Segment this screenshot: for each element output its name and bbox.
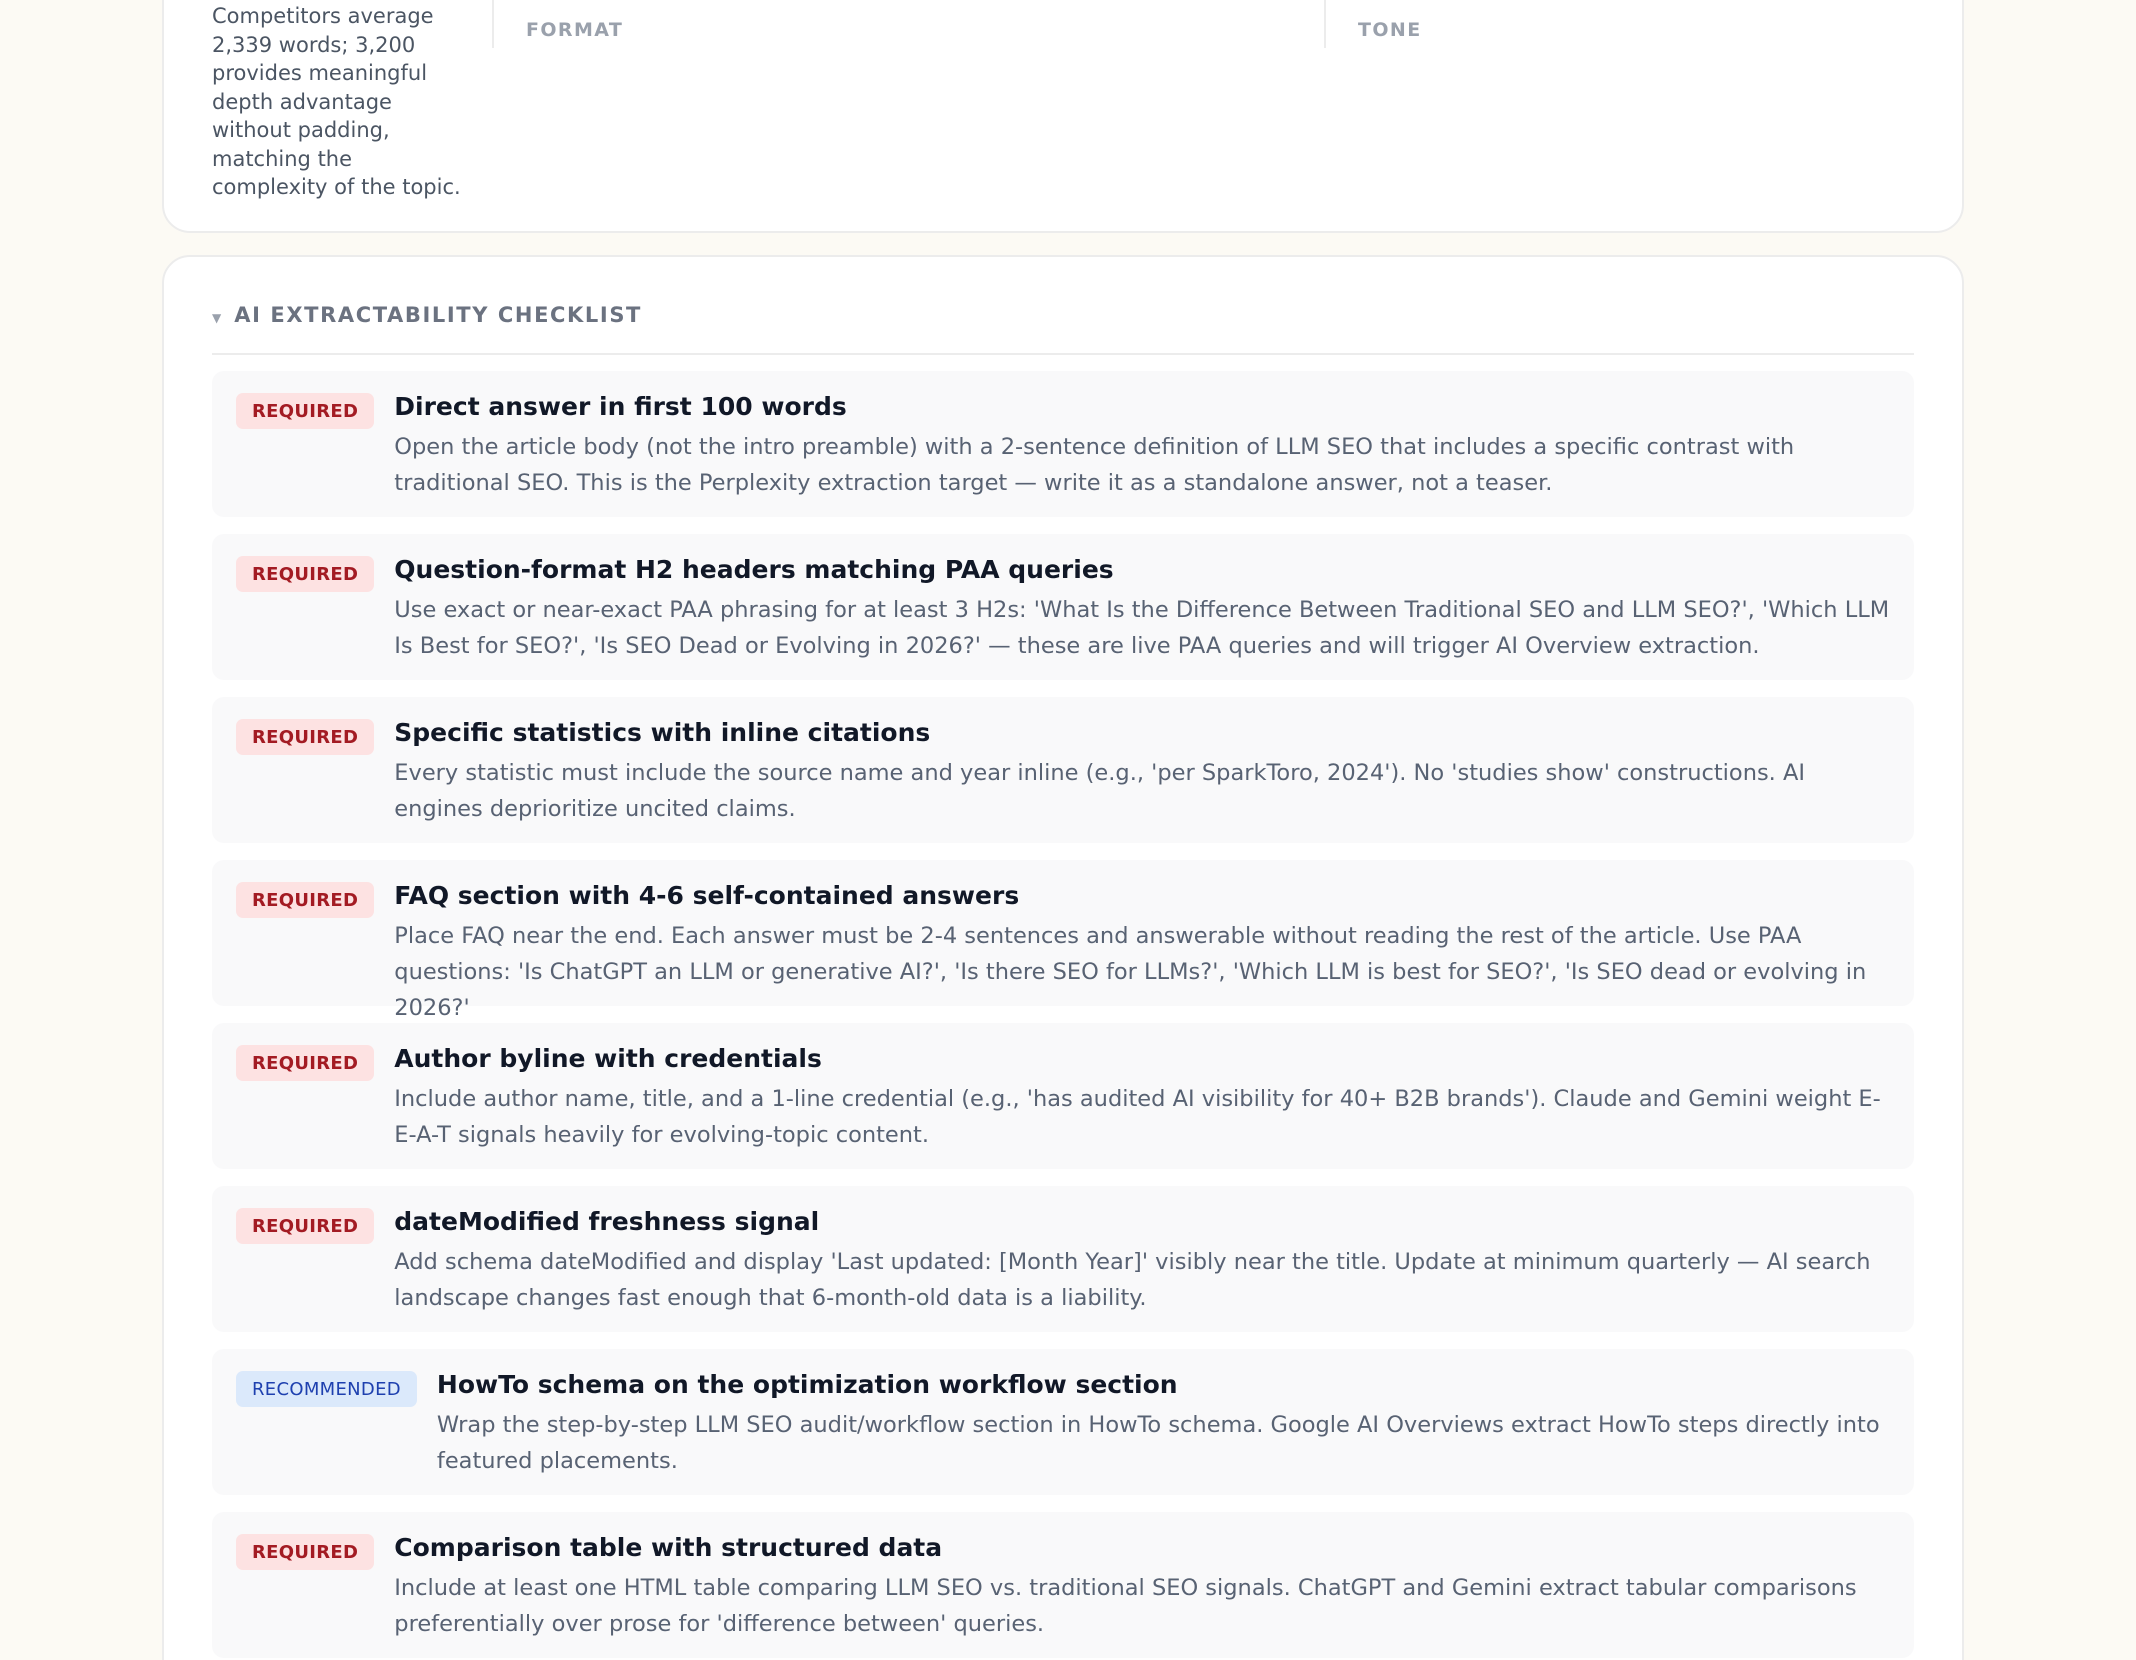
word-count-rationale: Competitors average 2,339 words; 3,200 provides meaningful depth advantage without padding, matching the complexity of the topic.	[212, 4, 461, 199]
checklist-item	[212, 1023, 1914, 1169]
format-label: FORMAT	[526, 19, 624, 41]
checklist-item	[212, 1512, 1914, 1658]
item-description: Include at least one HTML table comparing LLM SEO vs. traditional SEO signals. ChatGPT and Gemini extract tabular comparisons preferentially over prose for 'difference between' queries.	[394, 1575, 1857, 1637]
item-title: Author byline with credentials	[394, 1044, 822, 1073]
required-badge: REQUIRED	[236, 1045, 374, 1081]
checklist-section-toggle[interactable]	[212, 303, 1914, 355]
item-title: Question-format H2 headers matching PAA queries	[394, 555, 1114, 584]
item-title: Specific statistics with inline citations	[394, 718, 931, 747]
checklist-item	[212, 371, 1914, 517]
checklist-item	[212, 860, 1914, 1021]
caret-down-icon: ▼	[212, 311, 222, 325]
item-title: HowTo schema on the optimization workflow section	[436, 1370, 1178, 1399]
item-title: dateModified freshness signal	[394, 1207, 820, 1236]
required-badge: REQUIRED	[236, 882, 374, 918]
required-badge: REQUIRED	[236, 1534, 374, 1570]
item-title: Comparison table with structured data	[394, 1533, 943, 1562]
required-badge: REQUIRED	[236, 556, 374, 592]
required-badge: REQUIRED	[236, 393, 374, 429]
content-strategy-card	[162, 0, 1964, 233]
recommended-badge: RECOMMENDED	[236, 1371, 417, 1407]
item-description: Wrap the step-by-step LLM SEO audit/workflow section in HowTo schema. Google AI Overviews extract HowTo steps directly into featured placements.	[436, 1412, 1880, 1474]
checklist-item	[212, 1349, 1914, 1495]
item-description: Add schema dateModified and display 'Last updated: [Month Year]' visibly near the title. Update at minimum quarterly — AI search landscape changes fast enough that 6-month-old data is a liability.	[394, 1249, 1871, 1311]
checklist-item	[212, 1186, 1914, 1332]
checklist-item	[212, 534, 1914, 680]
ai-extractability-card	[162, 255, 1964, 1660]
item-description: Use exact or near-exact PAA phrasing for at least 3 H2s: 'What Is the Difference Between Traditional SEO and LLM SEO?', 'Which LLM Is Best for SEO?', 'Is SEO Dead or Evolving in 2026?' — these are live PAA queries and will trigger AI Overview extraction.	[394, 597, 1890, 659]
section-title: AI EXTRACTABILITY CHECKLIST	[234, 303, 642, 327]
item-title: FAQ section with 4-6 self-contained answers	[394, 881, 1020, 910]
item-description: Include author name, title, and a 1-line credential (e.g., 'has audited AI visibility for 40+ B2B brands'). Claude and Gemini weight E-E-A-T signals heavily for evolving-topic content.	[394, 1086, 1881, 1148]
column-divider	[1324, 0, 1326, 48]
tone-label: TONE	[1358, 19, 1422, 41]
column-divider	[492, 0, 494, 48]
checklist	[212, 371, 1914, 1660]
item-description: Open the article body (not the intro preamble) with a 2-sentence definition of LLM SEO that includes a specific contrast with traditional SEO. This is the Perplexity extraction target — write it as a standalone answer, not a teaser.	[394, 434, 1795, 496]
item-description: Place FAQ near the end. Each answer must be 2-4 sentences and answerable without reading the rest of the article. Use PAA questions: 'Is ChatGPT an LLM or generative AI?', 'Is there SEO for LLMs?', 'Which LLM is best for SEO?', 'Is SEO dead or evolving in 2026?'	[394, 923, 1867, 1021]
required-badge: REQUIRED	[236, 719, 374, 755]
required-badge: REQUIRED	[236, 1208, 374, 1244]
item-title: Direct answer in first 100 words	[394, 392, 847, 421]
item-description: Every statistic must include the source name and year inline (e.g., 'per SparkToro, 2024'). No 'studies show' constructions. AI engines deprioritize uncited claims.	[394, 760, 1806, 822]
checklist-item	[212, 697, 1914, 843]
